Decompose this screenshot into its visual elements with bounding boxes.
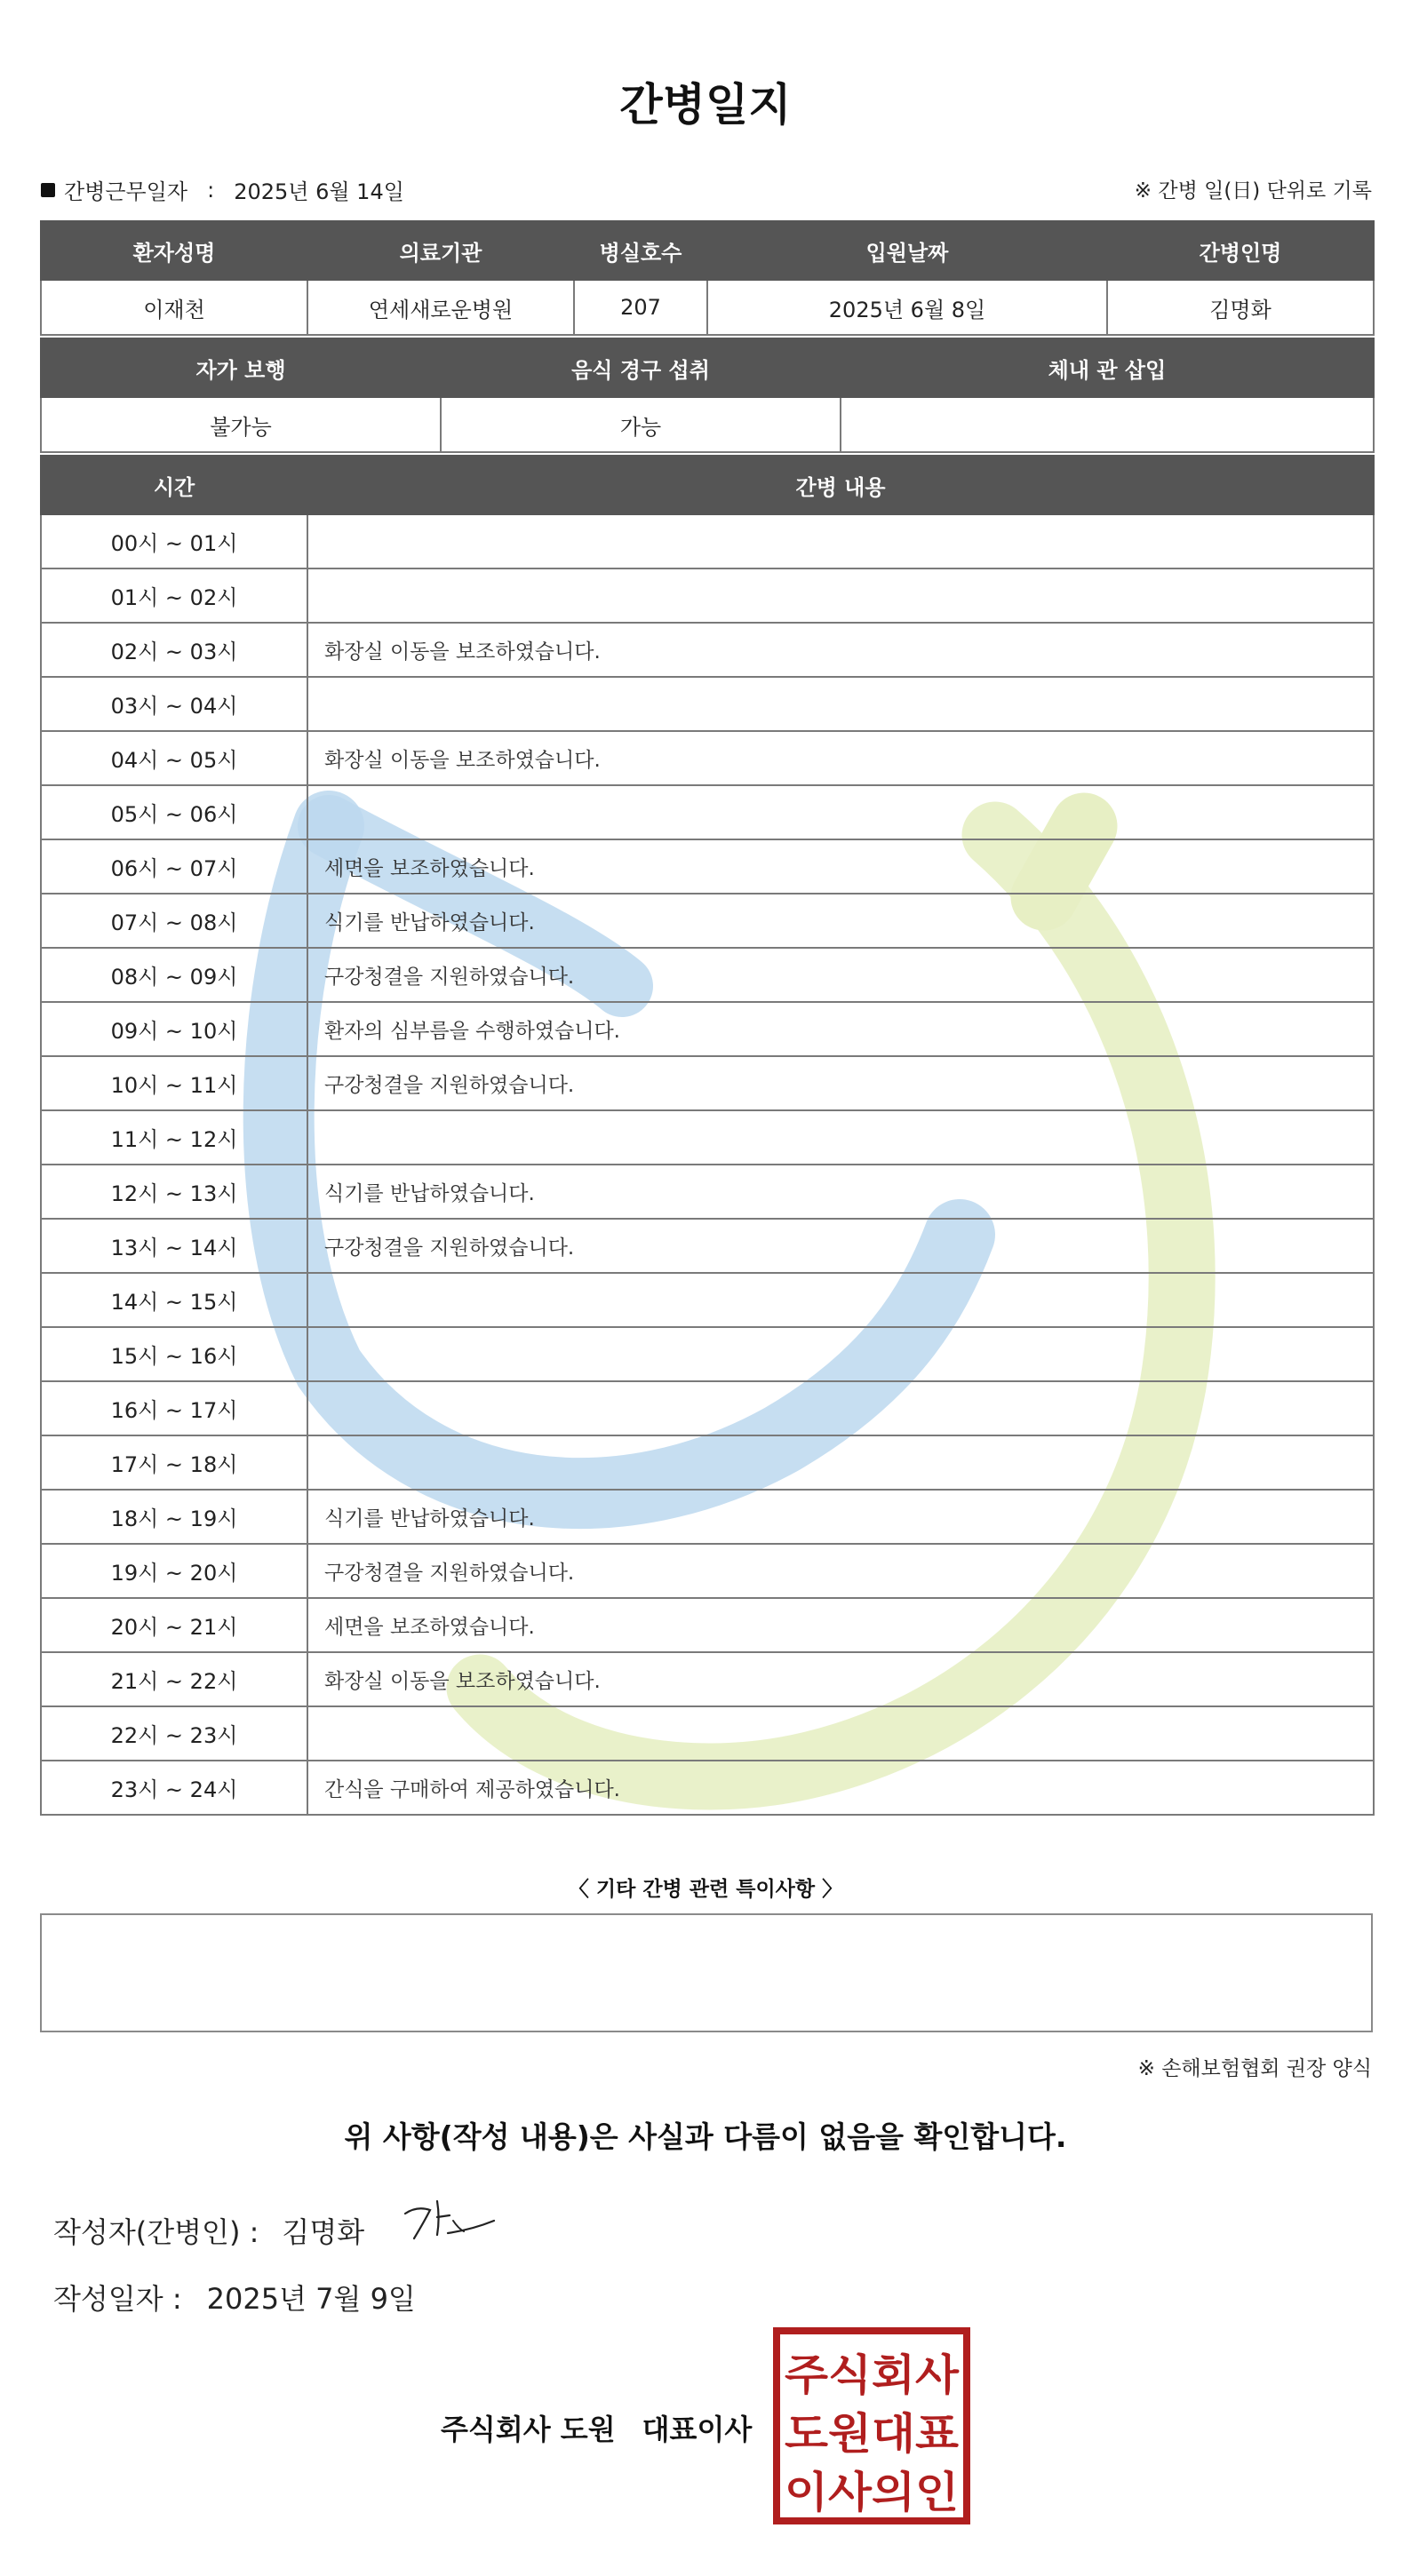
caregiver-name: 김명화 bbox=[1107, 280, 1374, 335]
log-time: 10시 ~ 11시 bbox=[41, 1056, 307, 1110]
log-row bbox=[41, 839, 1374, 894]
log-content: 화장실 이동을 보조하였습니다. bbox=[307, 1652, 1374, 1706]
log-time: 20시 ~ 21시 bbox=[41, 1598, 307, 1652]
company-seal-stamp bbox=[773, 2327, 970, 2524]
log-row bbox=[41, 1490, 1374, 1544]
square-bullet-icon bbox=[41, 183, 55, 197]
date-label: 작성일자 : bbox=[53, 2282, 182, 2316]
log-content: 구강청결을 지원하였습니다. bbox=[307, 948, 1374, 1002]
log-row bbox=[41, 1273, 1374, 1327]
confirm-statement: 위 사항(작성 내용)은 사실과 다름이 없음을 확인합니다. bbox=[344, 2119, 1067, 2154]
svg-text:도원대표: 도원대표 bbox=[785, 2409, 960, 2459]
status-walking: 불가능 bbox=[41, 397, 441, 452]
log-time: 02시 ~ 03시 bbox=[41, 623, 307, 677]
writer-label: 작성자(간병인) : bbox=[53, 2215, 259, 2249]
status-header-tube: 체내 관 삽입 bbox=[841, 338, 1374, 397]
log-content bbox=[307, 1381, 1374, 1435]
log-content: 식기를 반납하였습니다. bbox=[307, 894, 1374, 948]
patient-header-caregiver: 간병인명 bbox=[1107, 221, 1374, 280]
status-header-oral-intake: 음식 경구 섭취 bbox=[441, 338, 841, 397]
log-row bbox=[41, 1652, 1374, 1706]
work-date-row bbox=[41, 174, 404, 205]
log-time: 14시 ~ 15시 bbox=[41, 1273, 307, 1327]
special-notes-title: 〈 기타 간병 관련 특이사항 〉 bbox=[568, 1878, 843, 1901]
patient-header-hospital: 의료기관 bbox=[307, 221, 574, 280]
log-time: 04시 ~ 05시 bbox=[41, 731, 307, 785]
work-date-separator: : bbox=[207, 177, 215, 203]
log-content bbox=[307, 1435, 1374, 1490]
log-content: 세면을 보조하였습니다. bbox=[307, 839, 1374, 894]
log-content bbox=[307, 1273, 1374, 1327]
patient-header-name: 환자성명 bbox=[41, 221, 307, 280]
log-row bbox=[41, 1327, 1374, 1381]
log-time: 00시 ~ 01시 bbox=[41, 514, 307, 568]
page-title: 간병일지 bbox=[619, 79, 792, 131]
log-time: 01시 ~ 02시 bbox=[41, 568, 307, 623]
log-content bbox=[307, 1706, 1374, 1761]
log-content: 화장실 이동을 보조하였습니다. bbox=[307, 731, 1374, 785]
log-row bbox=[41, 514, 1374, 568]
log-time: 03시 ~ 04시 bbox=[41, 677, 307, 731]
log-content bbox=[307, 677, 1374, 731]
log-row bbox=[41, 1110, 1374, 1165]
log-content bbox=[307, 568, 1374, 623]
log-time: 16시 ~ 17시 bbox=[41, 1381, 307, 1435]
log-time: 08시 ~ 09시 bbox=[41, 948, 307, 1002]
log-time: 13시 ~ 14시 bbox=[41, 1219, 307, 1273]
svg-text:주식회사: 주식회사 bbox=[785, 2350, 960, 2400]
log-content: 식기를 반납하였습니다. bbox=[307, 1490, 1374, 1544]
log-time: 19시 ~ 20시 bbox=[41, 1544, 307, 1598]
svg-text:이사의인: 이사의인 bbox=[785, 2468, 959, 2517]
log-header-content: 간병 내용 bbox=[307, 456, 1374, 514]
log-time: 21시 ~ 22시 bbox=[41, 1652, 307, 1706]
special-notes-box bbox=[40, 1913, 1373, 2032]
log-time: 06시 ~ 07시 bbox=[41, 839, 307, 894]
log-time: 17시 ~ 18시 bbox=[41, 1435, 307, 1490]
log-row bbox=[41, 1544, 1374, 1598]
log-row bbox=[41, 948, 1374, 1002]
date-row bbox=[53, 2277, 416, 2318]
representative-title: 대표이사 bbox=[642, 2413, 753, 2446]
log-row bbox=[41, 1761, 1374, 1815]
log-content: 구강청결을 지원하였습니다. bbox=[307, 1219, 1374, 1273]
patient-header-admission: 입원날짜 bbox=[707, 221, 1107, 280]
log-row bbox=[41, 677, 1374, 731]
care-log-table bbox=[40, 455, 1375, 1816]
log-row bbox=[41, 1056, 1374, 1110]
log-time: 11시 ~ 12시 bbox=[41, 1110, 307, 1165]
log-content bbox=[307, 514, 1374, 568]
status-header-walking: 자가 보행 bbox=[41, 338, 441, 397]
log-content: 간식을 구매하여 제공하였습니다. bbox=[307, 1761, 1374, 1815]
log-content bbox=[307, 1327, 1374, 1381]
log-row bbox=[41, 785, 1374, 839]
work-date-label: 간병근무일자 bbox=[64, 179, 188, 204]
log-content: 구강청결을 지원하였습니다. bbox=[307, 1544, 1374, 1598]
writer-name: 김명화 bbox=[282, 2215, 365, 2249]
log-row bbox=[41, 1706, 1374, 1761]
log-row bbox=[41, 1002, 1374, 1056]
log-content: 구강청결을 지원하였습니다. bbox=[307, 1056, 1374, 1110]
log-content: 세면을 보조하였습니다. bbox=[307, 1598, 1374, 1652]
log-time: 18시 ~ 19시 bbox=[41, 1490, 307, 1544]
log-time: 23시 ~ 24시 bbox=[41, 1761, 307, 1815]
hospital-name: 연세새로운병원 bbox=[307, 280, 574, 335]
log-content: 화장실 이동을 보조하였습니다. bbox=[307, 623, 1374, 677]
status-table bbox=[40, 338, 1375, 453]
log-time: 05시 ~ 06시 bbox=[41, 785, 307, 839]
recommend-note: ※ 손해보험협회 권장 양식 bbox=[1137, 2057, 1372, 2080]
company-name: 주식회사 도원 bbox=[441, 2413, 616, 2446]
unit-note: ※ 간병 일(日) 단위로 기록 bbox=[1134, 179, 1372, 203]
room-number: 207 bbox=[574, 280, 707, 335]
log-content: 환자의 심부름을 수행하였습니다. bbox=[307, 1002, 1374, 1056]
log-time: 09시 ~ 10시 bbox=[41, 1002, 307, 1056]
patient-name: 이재천 bbox=[41, 280, 307, 335]
log-content bbox=[307, 1110, 1374, 1165]
patient-header-room: 병실호수 bbox=[574, 221, 707, 280]
status-oral-intake: 가능 bbox=[441, 397, 841, 452]
log-row bbox=[41, 1165, 1374, 1219]
log-content bbox=[307, 785, 1374, 839]
log-time: 12시 ~ 13시 bbox=[41, 1165, 307, 1219]
work-date-value: 2025년 6월 14일 bbox=[234, 179, 404, 204]
log-row bbox=[41, 1435, 1374, 1490]
log-row bbox=[41, 623, 1374, 677]
log-row bbox=[41, 731, 1374, 785]
log-header-time: 시간 bbox=[41, 456, 307, 514]
log-time: 22시 ~ 23시 bbox=[41, 1706, 307, 1761]
log-row bbox=[41, 568, 1374, 623]
log-time: 15시 ~ 16시 bbox=[41, 1327, 307, 1381]
patient-table bbox=[40, 220, 1375, 336]
log-time: 07시 ~ 08시 bbox=[41, 894, 307, 948]
company-row bbox=[441, 2407, 752, 2448]
log-row bbox=[41, 894, 1374, 948]
handwritten-signature bbox=[398, 2194, 505, 2247]
admission-date: 2025년 6월 8일 bbox=[707, 280, 1107, 335]
log-row bbox=[41, 1598, 1374, 1652]
log-content: 식기를 반납하였습니다. bbox=[307, 1165, 1374, 1219]
date-value: 2025년 7월 9일 bbox=[206, 2282, 416, 2316]
writer-row bbox=[53, 2210, 364, 2251]
log-row bbox=[41, 1381, 1374, 1435]
log-row bbox=[41, 1219, 1374, 1273]
status-tube bbox=[841, 397, 1374, 452]
